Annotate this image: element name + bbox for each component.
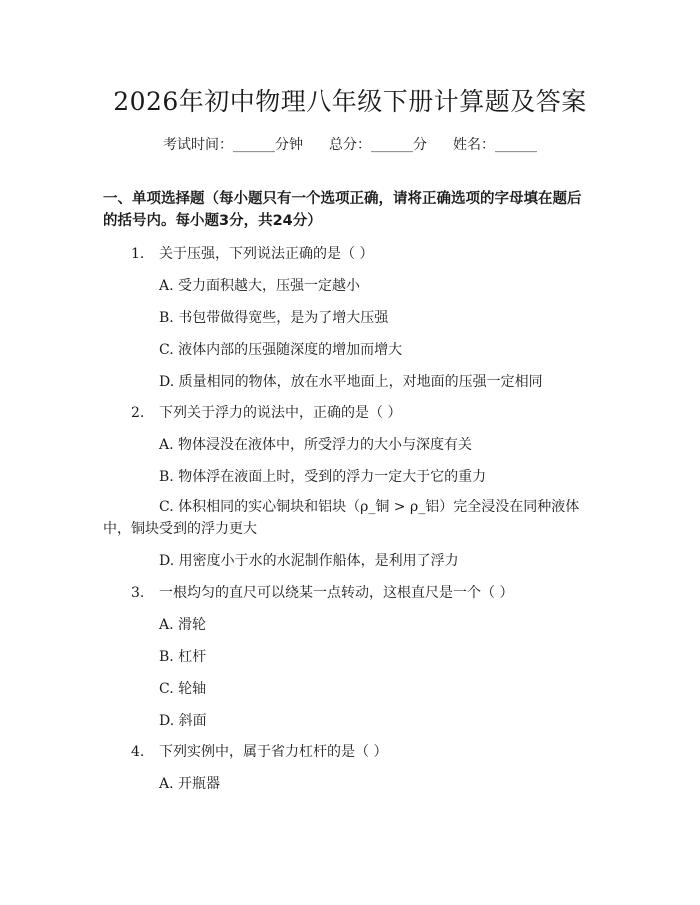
question-option: D. 斜面 <box>159 713 207 729</box>
total-score-field: 总分：______分 <box>329 137 427 153</box>
question-option: D. 用密度小于水的水泥制作船体，是利用了浮力 <box>159 553 459 569</box>
question-option: B. 书包带做得宽些，是为了增大压强 <box>159 310 389 326</box>
question-option: A. 滑轮 <box>159 617 207 633</box>
page-title: 2026年初中物理八年级下册计算题及答案 <box>113 87 587 116</box>
section-heading: 一、单项选择题（每小题只有一个选项正确，请将正确选项的字母填在题后的括号内。每小题3分，共24分） <box>103 191 582 229</box>
question-option: A. 受力面积越大，压强一定越小 <box>159 278 361 294</box>
student-name-field: 姓名：______ <box>453 137 537 153</box>
question-text: 一根均匀的直尺可以绕某一点转动，这根直尺是一个（ ） <box>159 585 514 601</box>
question-option: C. 轮轴 <box>159 681 207 697</box>
question-option: C. 体积相同的实心铜块和铝块（ρ_铜 > ρ_铝）完全浸没在同种液体中，铜块受到的浮力更大 <box>103 499 580 537</box>
question-text: 下列关于浮力的说法中，正确的是（ ） <box>159 405 402 421</box>
question-option: A. 开瓶器 <box>159 776 221 792</box>
question-number: 2. <box>131 405 145 421</box>
question-text: 下列实例中，属于省力杠杆的是（ ） <box>159 744 388 760</box>
question-number: 3. <box>131 585 145 601</box>
question-number: 1. <box>131 246 145 262</box>
question-option: A. 物体浸没在液体中，所受浮力的大小与深度有关 <box>159 437 473 453</box>
exam-time-field: 考试时间：______分钟 <box>163 137 303 153</box>
question-option: D. 质量相同的物体，放在水平地面上，对地面的压强一定相同 <box>159 374 543 390</box>
exam-meta <box>0 134 700 154</box>
question-option: B. 物体浮在液面上时，受到的浮力一定大于它的重力 <box>159 469 487 485</box>
question-option: C. 液体内部的压强随深度的增加而增大 <box>159 342 403 358</box>
question-text: 关于压强，下列说法正确的是（ ） <box>159 246 374 262</box>
question-number: 4. <box>131 744 145 760</box>
question-option: B. 杠杆 <box>159 649 207 665</box>
